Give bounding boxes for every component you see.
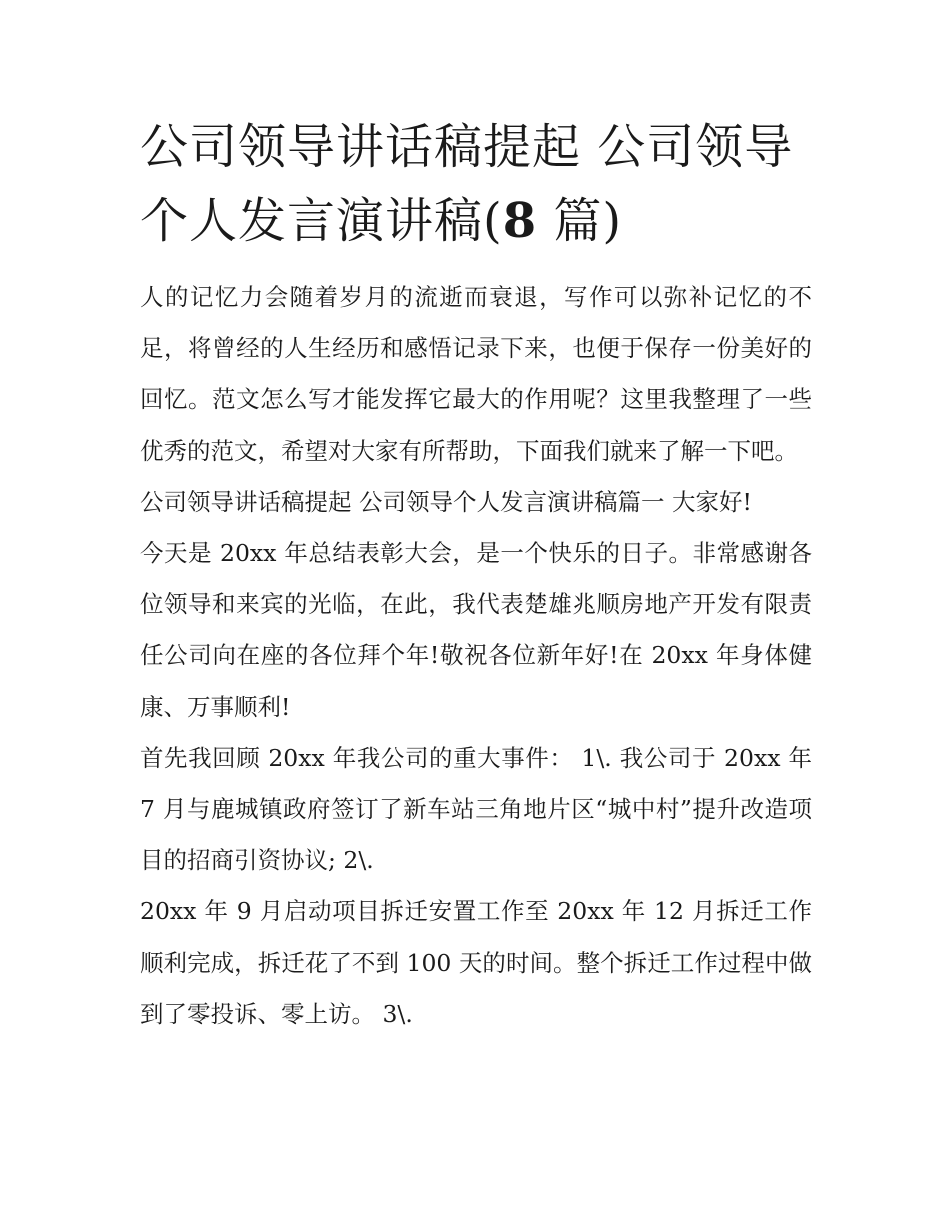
review-paragraph: 首先我回顾 20xx 年我公司的重大事件： 1\. 我公司于 20xx 年 7 月与鹿城镇政府签订了新车站三角地片区“城中村”提升改造项目的招商引资协议; 2\. <box>140 743 812 875</box>
relocation-paragraph: 20xx 年 9 月启动项目拆迁安置工作至 20xx 年 12 月拆迁工作顺利完成，拆迁花了不到 100 天的时间。整个拆迁工作过程中做到了零投诉、零上访。 3\. <box>140 897 812 1028</box>
intro-paragraph: 人的记忆力会随着岁月的流逝而衰退，写作可以弥补记忆的不足，将曾经的人生经历和感悟记录下来，也便于保存一份美好的回忆。范文怎么写才能发挥它最大的作用呢？这里我整理了一些优秀的范文，希望对大家有所帮助，下面我们就来了解一下吧。 <box>140 283 812 465</box>
document-title <box>140 110 812 258</box>
title-text-start: 公司领导讲话稿提起 公司领导个人发言演讲稿( <box>140 119 794 249</box>
title-count: 8 <box>502 193 538 249</box>
title-text-end: 篇) <box>537 193 623 249</box>
section-heading-paragraph: 公司领导讲话稿提起 公司领导个人发言演讲稿篇一 大家好! <box>140 487 752 516</box>
greeting-paragraph: 今天是 20xx 年总结表彰大会，是一个快乐的日子。非常感谢各位领导和来宾的光临，在此，我代表楚雄兆顺房地产开发有限责任公司向在座的各位拜个年!敬祝各位新年好!在 20xx 年身体健康、万事顺利! <box>140 539 812 721</box>
document-body <box>140 110 812 1040</box>
